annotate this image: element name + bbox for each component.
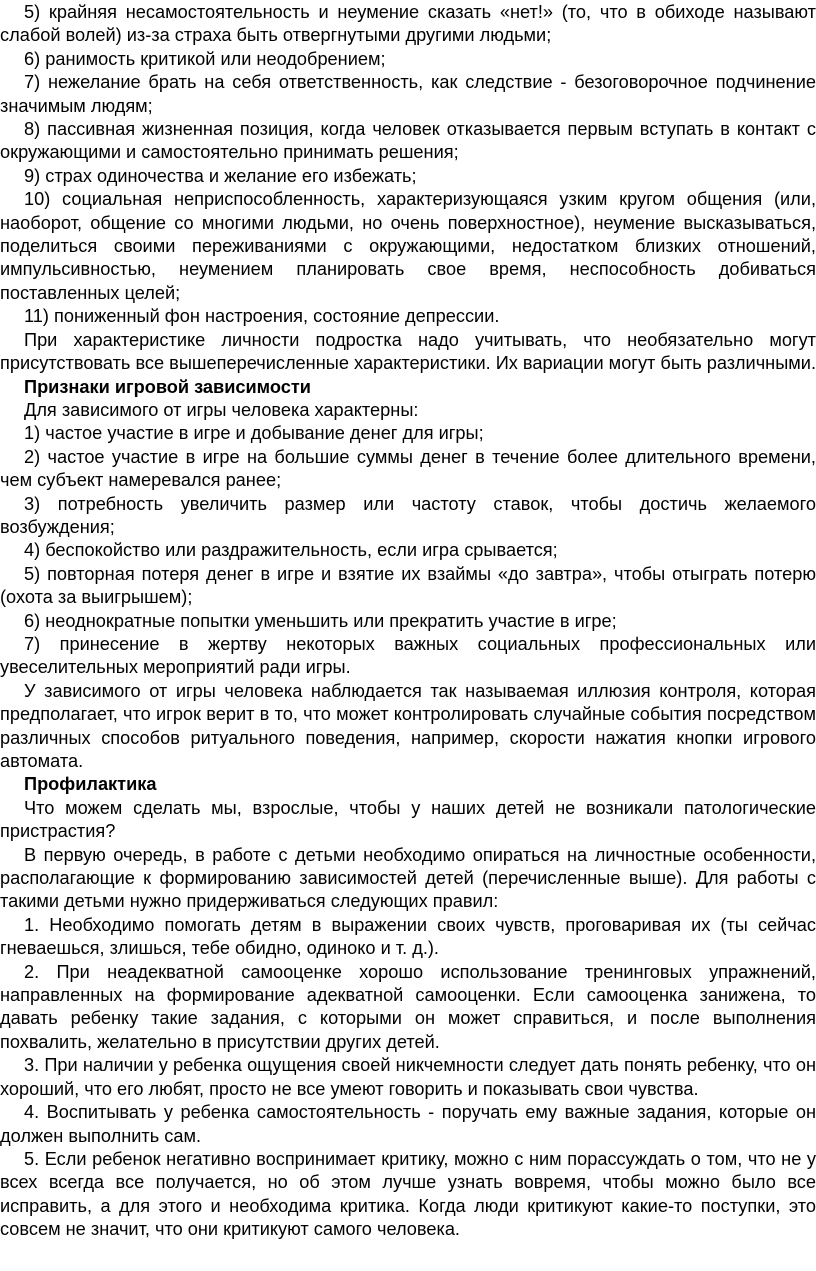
list-item-3: 3) потребность увеличить размер или частоту ставок, чтобы достичь желаемого возбуждения;	[0, 493, 816, 537]
body-paragraph: При характеристике личности подростка надо учитывать, что необязательно могут присутствовать все вышеперечисленные характеристики. Их вариации могут быть различными.	[0, 329, 816, 374]
body-paragraph: Для зависимого от игры человека характерны:	[24, 399, 419, 420]
body-paragraph: В первую очередь, в работе с детьми необходимо опираться на личностные особенности, располагающие к формированию зависимостей детей (перечисленные выше). Для работы с такими детьми нужно придерживаться следующих правил:	[0, 844, 816, 912]
rule-item-3: 3. При наличии у ребенка ощущения своей никчемности следует дать понять ребенку, что он хороший, что его любят, просто не все умеют говорить и показывать свои чувства.	[0, 1055, 816, 1099]
list-item-8: 8) пассивная жизненная позиция, когда человек отказывается первым вступать в контакт с окружающими и самостоятельно принимать решения;	[0, 119, 816, 163]
list-item-7: 7) принесение в жертву некоторых важных социальных профессиональных или увеселительных мероприятий ради игры.	[0, 633, 816, 678]
list-item-10: 10) социальная неприспособленность, характеризующаяся узким кругом общения (или, наоборот, общение со многими людьми, но очень поверхностное), неумение высказываться, поделиться своими переживаниями с окружающими, недостатком близких отношений, импульсивностью, неумением планировать свое время, неспособность добиваться поставленных целей;	[0, 189, 816, 303]
list-item-6: 6) неоднократные попытки уменьшить или прекратить участие в игре;	[24, 610, 617, 631]
list-item-5: 5) повторная потеря денег в игре и взятие их взаймы «до завтра», чтобы отыграть потерю (охота за выигрышем);	[0, 563, 816, 608]
list-item-1: 1) частое участие в игре и добывание денег для игры;	[24, 423, 484, 444]
list-item-5: 5) крайняя несамостоятельность и неумение сказать «нет!» (то, что в обиходе называют слабой волей) из-за страха быть отвергнутыми другими людьми;	[0, 2, 816, 46]
section-heading-gaming-addiction: Признаки игровой зависимости	[24, 376, 311, 397]
list-item-4: 4) беспокойство или раздражительность, если игра срывается;	[24, 540, 558, 561]
body-paragraph: Что можем сделать мы, взрослые, чтобы у наших детей не возникали патологические пристрастия?	[0, 797, 816, 842]
list-item-7: 7) нежелание брать на себя ответственность, как следствие - безоговорочное подчинение значимым людям;	[0, 72, 816, 116]
rule-item-5: 5. Если ребенок негативно воспринимает критику, можно с ним порассуждать о том, что не у всех всегда все получается, но об этом лучше узнать вовремя, чтобы можно было все исправить, а для этого и необходима критика. Когда люди критикуют какие-то поступки, это совсем не значит, что они критикуют самого человека.	[0, 1148, 816, 1240]
list-item-11: 11) пониженный фон настроения, состояние депрессии.	[24, 306, 500, 327]
rule-item-1: 1. Необходимо помогать детям в выражении своих чувств, проговаривая их (ты сейчас гневаешься, злишься, тебе обидно, одиноко и т. д.).	[0, 914, 816, 959]
body-paragraph: У зависимого от игры человека наблюдается так называемая иллюзия контроля, которая предполагает, что игрок верит в то, что может контролировать случайные события посредством различных способов ритуального поведения, например, скорости нажатия кнопки игрового автомата.	[0, 680, 816, 771]
rule-item-4: 4. Воспитывать у ребенка самостоятельность - поручать ему важные задания, которые он должен выполнить сам.	[0, 1102, 816, 1146]
list-item-9: 9) страх одиночества и желание его избежать;	[24, 165, 417, 186]
list-item-6: 6) ранимость критикой или неодобрением;	[24, 48, 386, 69]
rule-item-2: 2. При неадекватной самооценке хорошо использование тренинговых упражнений, направленных на формирование адекватной самооценки. Если самооценка занижена, то давать ребенку такие задания, с которыми он может справиться, и после выполнения похвалить, желательно в присутствии других детей.	[0, 961, 816, 1052]
section-heading-prevention: Профилактика	[24, 774, 157, 795]
list-item-2: 2) частое участие в игре на большие суммы денег в течение более длительного времени, чем субъект намеревался ранее;	[0, 446, 816, 491]
